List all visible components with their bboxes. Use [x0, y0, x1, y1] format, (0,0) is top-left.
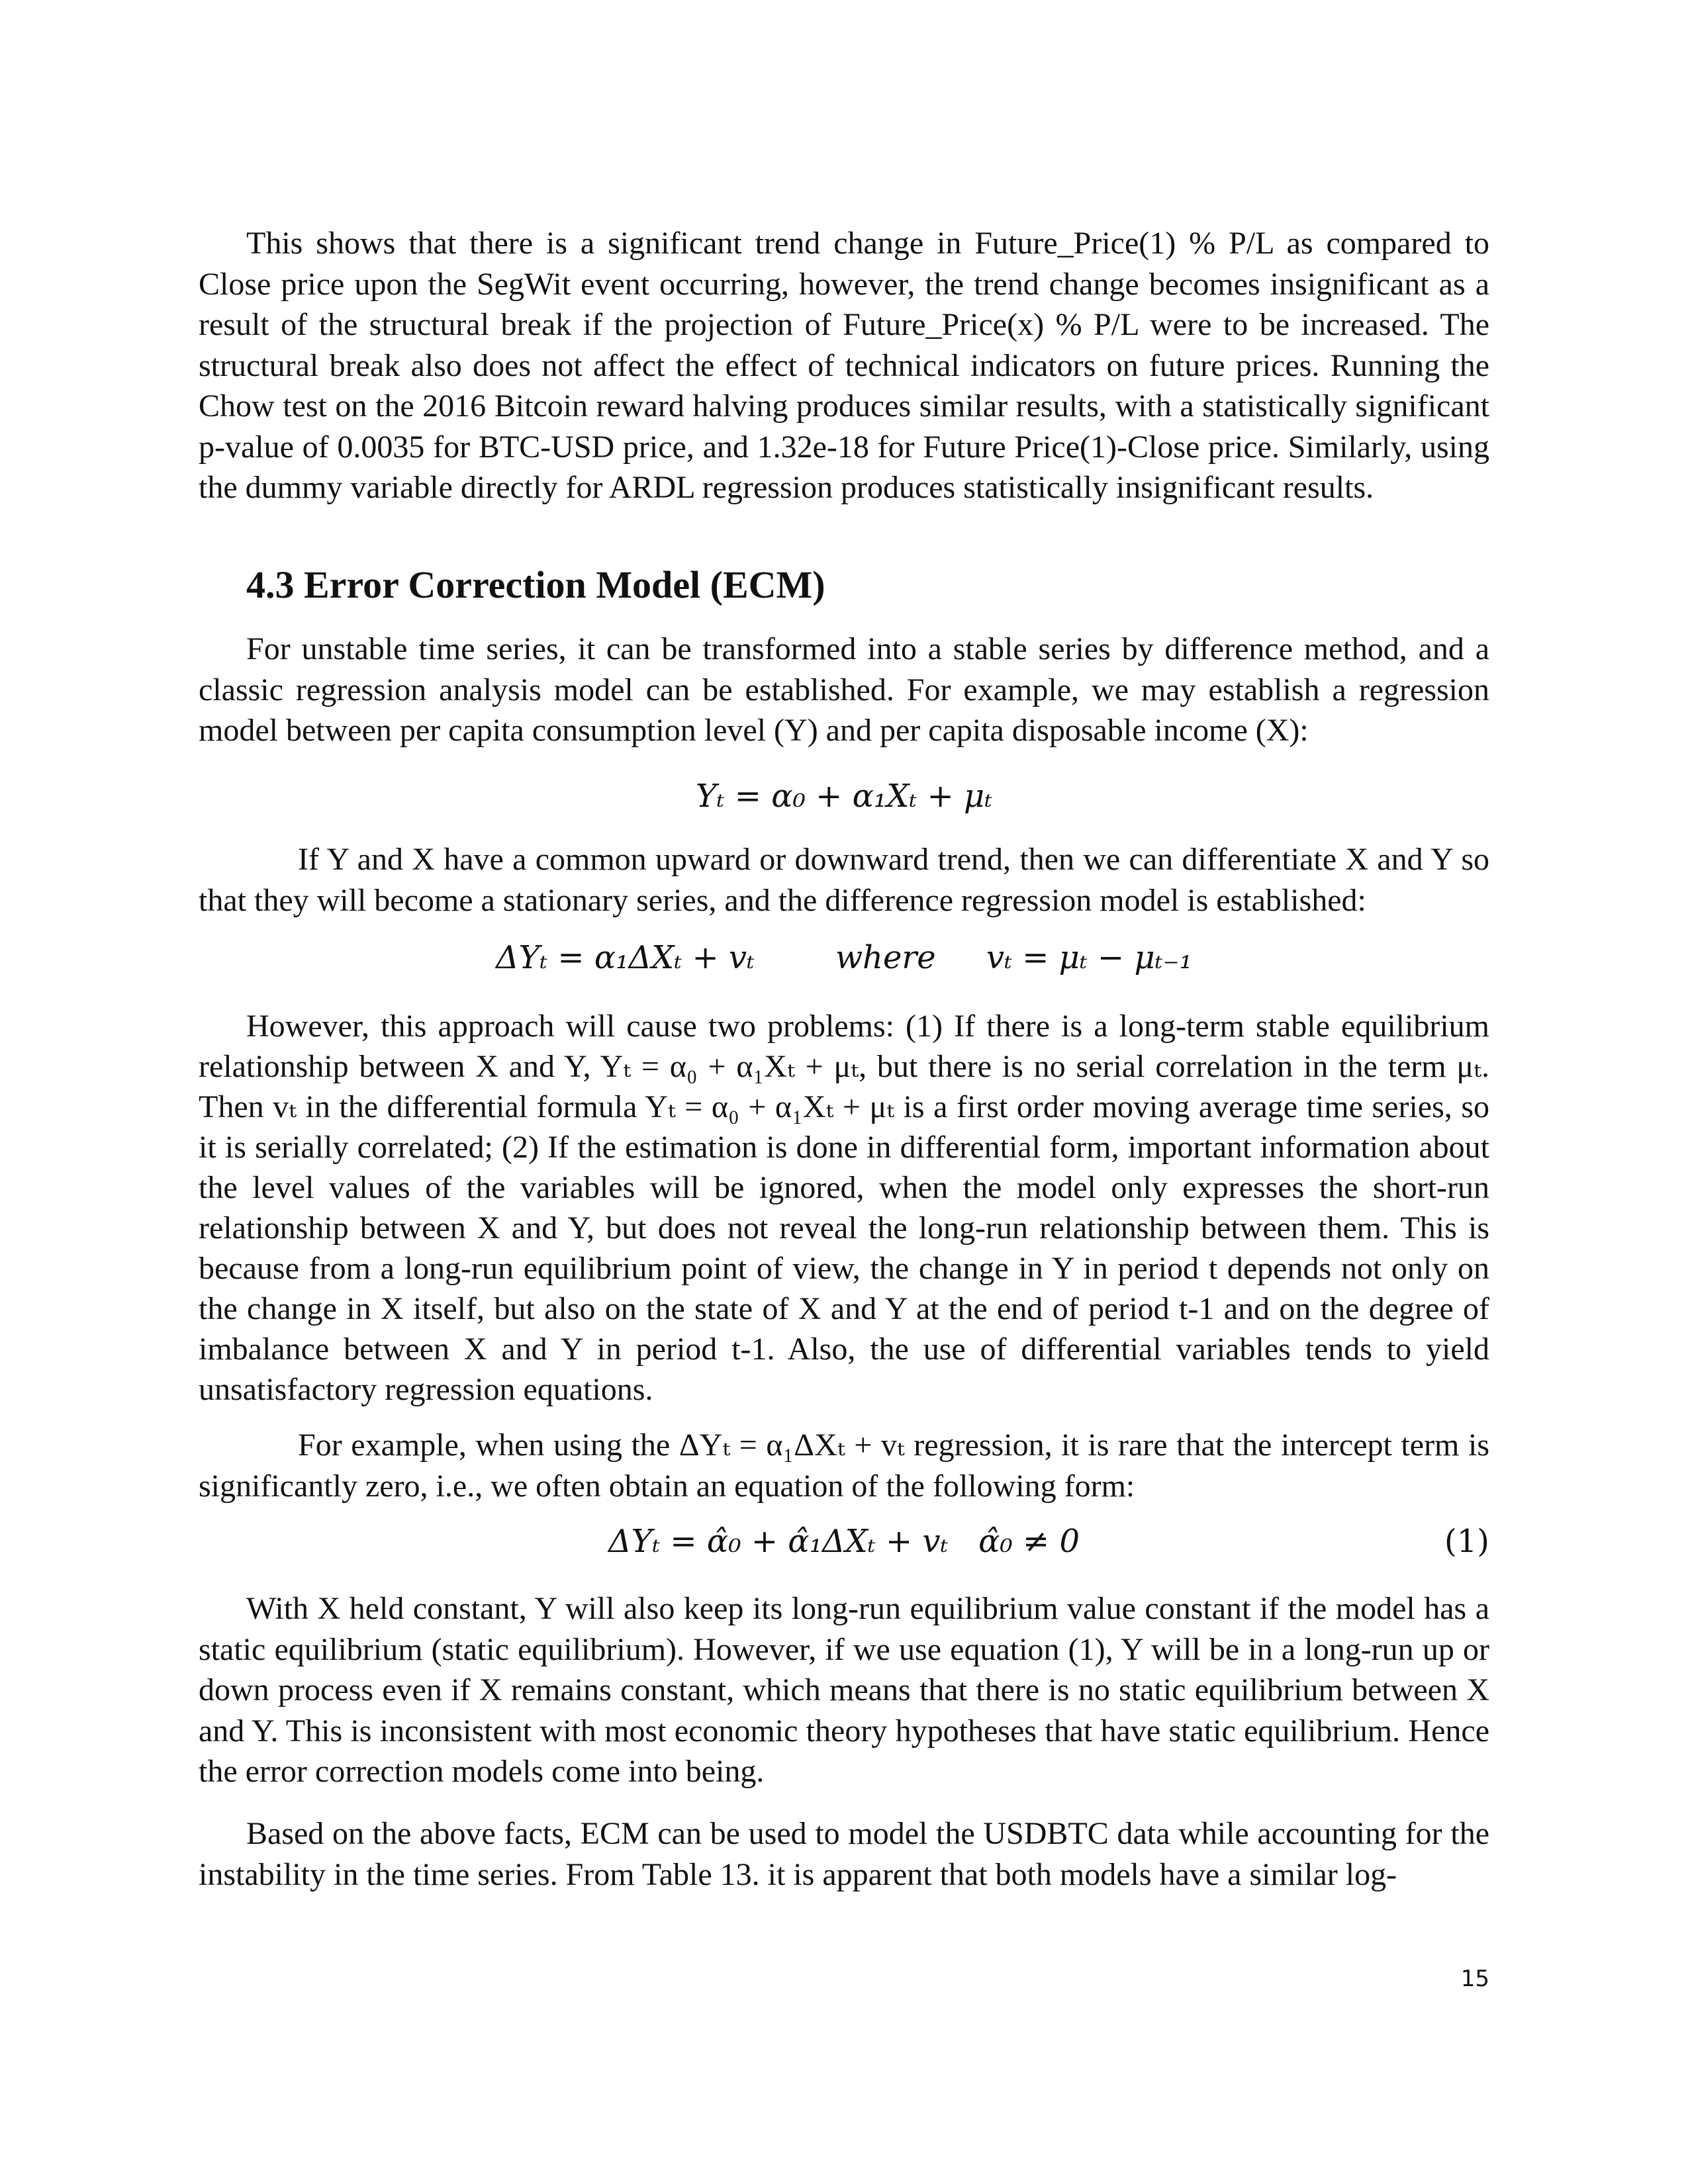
paragraph-static-equilibrium: With X held constant, Y will also keep its long-run equilibrium value constant if the model has a static equilibrium (static equilibrium). However, if we use equation (1), Y will be in a long-run up or down process even if X remains constant, which means that there is no static equilibrium between X and Y. This is inconsistent with most economic theory hypotheses that have static equilibrium. Hence the error correction models come into being.: [199, 1591, 1489, 1789]
paragraph-common-trend: If Y and X have a common upward or downward trend, then we can differentiate X and Y so that they will become a stationary series, and the difference regression model is established:: [199, 842, 1489, 918]
page-number: 15: [1460, 1966, 1489, 1992]
equation-difference-model: ΔYₜ = α₁ΔXₜ + vₜ where vₜ = μₜ − μₜ₋₁: [495, 939, 1193, 976]
paragraph-ecm-usdbtc: Based on the above facts, ECM can be used to model the USDBTC data while accounting for the instability in the time series. From Table 13. it is apparent that both models have a similar log-: [199, 1816, 1489, 1892]
section-heading-ecm: 4.3 Error Correction Model (ECM): [246, 563, 825, 606]
paragraph-unstable-series: For unstable time series, it can be transformed into a stable series by difference method, and a classic regression analysis model can be established. For example, we may establish a regression model between per capita consumption level (Y) and per capita disposable income (X):: [199, 631, 1489, 748]
equation-number: (1): [1444, 1523, 1489, 1560]
equation-1: ΔYₜ = α̂₀ + α̂₁ΔXₜ + vₜ α̂₀ ≠ 0: [608, 1523, 1080, 1560]
paragraph-intercept-example: For example, when using the ΔYₜ = α₁ΔXₜ + vₜ regression, it is rare that the intercept term is significantly zero, i.e., we often obtain an equation of the following form:: [199, 1428, 1489, 1504]
equation-regression-model: Yₜ = α₀ + α₁Xₜ + μₜ: [695, 778, 993, 815]
paragraph-two-problems: However, this approach will cause two problems: (1) If there is a long-term stable equilibrium relationship between X and Y, Yₜ = α₀ + α₁Xₜ + μₜ, but there is no serial correlation in the term μₜ. Then vₜ in the differential formula Yₜ = α₀ + α₁Xₜ + μₜ is a first order moving average time series, so it is serially correlated; (2) If the estimation is done in differential form, important information about the level values of the variables will be ignored, when the model only expresses the short-run relationship between X and Y, but does not reveal the long-run relationship between them. This is because from a long-run equilibrium point of view, the change in Y in period t depends not only on the change in X itself, but also on the state of X and Y at the end of period t-1 and on the degree of imbalance between X and Y in period t-1. Also, the use of differential variables tends to yield unsatisfactory regression equations.: [199, 1009, 1489, 1407]
paragraph-segwit-structural-break: This shows that there is a significant trend change in Future_Price(1) % P/L as compared to Close price upon the SegWit event occurring, however, the trend change becomes insignificant as a result of the structural break if the projection of Future_Price(x) % P/L were to be increased. The structural break also does not affect the effect of technical indicators on future prices. Running the Chow test on the 2016 Bitcoin reward halving produces similar results, with a statistically significant p-value of 0.0035 for BTC-USD price, and 1.32e-18 for Future Price(1)-Close price. Similarly, using the dummy variable directly for ARDL regression produces statistically insignificant results.: [199, 226, 1489, 505]
